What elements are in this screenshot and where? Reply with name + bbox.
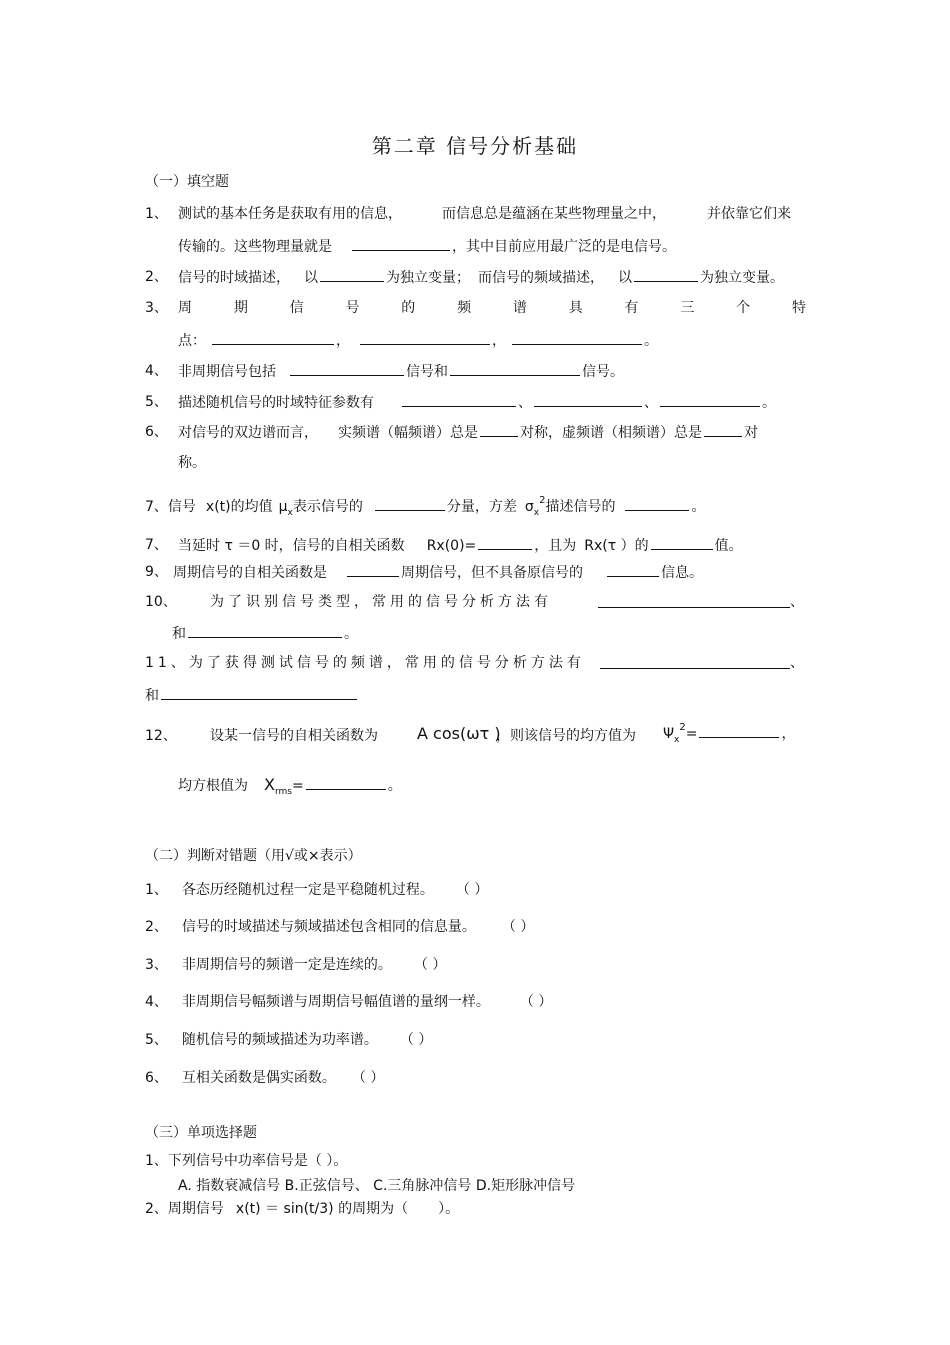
- q7-text-b: x(t)的均值: [205, 499, 273, 515]
- q5-text-a: 描述随机信号的时域特征参数有: [178, 395, 374, 411]
- q2-number: 2、: [145, 269, 168, 285]
- psi-symbol: Ψ: [663, 726, 675, 742]
- q6-text-a: 对信号的双边谱而言，: [178, 425, 318, 441]
- q3-char: 具: [568, 300, 583, 316]
- q7-text-a: 7、信号: [145, 499, 196, 515]
- judge-answer-paren[interactable]: （ ）: [455, 882, 489, 898]
- judge-text: 非周期信号幅频谱与周期信号幅值谱的量纲一样。: [181, 994, 490, 1010]
- q6-number: 6、: [145, 424, 168, 440]
- judge-number: 6、: [145, 1070, 168, 1086]
- q2-text-f: 为独立变量。: [700, 270, 784, 286]
- q3-sep: ，: [492, 333, 506, 349]
- q3-blank-2[interactable]: [360, 331, 490, 345]
- q7-blank-2[interactable]: [625, 497, 689, 511]
- q2-line: [178, 268, 784, 287]
- q9-text-b: 周期信号，但不具备原信号的: [401, 565, 583, 581]
- mu-symbol: μ: [278, 499, 288, 515]
- q3-char: 期: [233, 300, 248, 316]
- q3-number: 3、: [145, 300, 168, 316]
- q12-end2: 。: [387, 778, 402, 794]
- q3-char: 有: [624, 300, 639, 316]
- judge-item: [145, 881, 488, 899]
- q3-char: 信: [289, 300, 304, 316]
- q9-line: [173, 563, 703, 582]
- q6-text-f: 称。: [178, 455, 206, 471]
- sigma-superscript: 2: [539, 495, 546, 506]
- q4-blank-2[interactable]: [450, 362, 580, 376]
- q12-blank-2[interactable]: [306, 776, 386, 790]
- section-choice-heading: （三）单项选择题: [145, 1125, 257, 1141]
- q10-text-b: 和: [172, 626, 186, 642]
- q2-text-c: 为独立变量；: [386, 270, 470, 286]
- q10-end: 。: [344, 626, 358, 642]
- q3-line2: [178, 331, 658, 350]
- q2-blank-2[interactable]: [634, 268, 698, 282]
- choice-q1: 1、下列信号中功率信号是（ ）。: [145, 1153, 348, 1169]
- q3-char: 特: [791, 300, 806, 316]
- q7-text-d: 分量，方差: [446, 499, 517, 515]
- q12-text-a: 设某一信号的自相关函数为: [210, 728, 378, 744]
- judge-text: 信号的时域描述与频域描述包含相同的信息量。: [181, 919, 476, 935]
- q3-char: 频: [457, 300, 472, 316]
- q9-text-a: 周期信号的自相关函数是: [173, 565, 327, 581]
- q5-blank-3[interactable]: [660, 393, 760, 407]
- q2-blank-1[interactable]: [320, 268, 384, 282]
- judge-number: 1、: [145, 882, 168, 898]
- q6-text-d: 虚频谱（相频谱）总是: [562, 425, 702, 441]
- q3-sep: ，: [336, 333, 350, 349]
- q3-char: 三: [680, 300, 695, 316]
- q11-line2: [145, 686, 359, 705]
- q1-blank[interactable]: [352, 237, 450, 251]
- q11-blank-1[interactable]: [600, 655, 790, 669]
- judge-item: [145, 1069, 384, 1087]
- q12-end: ，: [781, 726, 796, 742]
- q8-blank-1[interactable]: [478, 536, 532, 550]
- q3-char: 个: [736, 300, 751, 316]
- q5-line: [178, 393, 776, 412]
- sigma-symbol: σ: [524, 499, 534, 515]
- q3-end: 。: [644, 333, 658, 349]
- q5-blank-1[interactable]: [402, 393, 516, 407]
- q3-char: 号: [345, 300, 360, 316]
- choice-q2-text-a: 2、周期信号: [145, 1201, 224, 1217]
- xrms-equals: =: [291, 778, 304, 794]
- q3-blank-3[interactable]: [512, 331, 642, 345]
- q3-blank-1[interactable]: [212, 331, 334, 345]
- psi-superscript: 2: [679, 722, 686, 733]
- q6-text-c: 对称，: [520, 425, 562, 441]
- q8-blank-2[interactable]: [651, 536, 713, 550]
- q3-text-b: 点：: [178, 333, 206, 349]
- judge-number: 2、: [145, 919, 168, 935]
- q12-text-c: 均方根值为: [178, 778, 248, 794]
- q6-line: [178, 423, 758, 442]
- psi-subscript: x: [674, 735, 680, 745]
- q3-char: 周: [178, 300, 192, 316]
- q1-line2: [178, 237, 676, 256]
- q2-text-d: 而信号的频域描述，: [478, 270, 604, 286]
- q1-text-d1: 传输的。这些物理量就是: [178, 239, 332, 255]
- q12-formula: A cos(ωτ ): [417, 724, 501, 743]
- q3-char: 谱: [512, 300, 527, 316]
- q8-text-a: 当延时 τ ＝0 时，信号的自相关函数: [178, 538, 405, 554]
- choice-q2: [145, 1200, 459, 1218]
- judge-answer-paren[interactable]: （ ）: [501, 919, 535, 935]
- q12-blank-1[interactable]: [699, 724, 779, 738]
- q9-number: 9、: [145, 564, 168, 580]
- q10-number: 10、: [145, 594, 177, 610]
- q9-blank-2[interactable]: [607, 563, 659, 577]
- psi-equals: =: [685, 726, 698, 742]
- q11-text-a: 11、为了获得测试信号的频谱，常用的信号分析方法有: [145, 655, 585, 671]
- q4-line: [178, 362, 624, 381]
- q10-text-a: 为了识别信号类型，常用的信号分析方法有: [210, 594, 552, 610]
- judge-item: [145, 993, 552, 1011]
- q1-text-c: 并依靠它们来: [707, 206, 791, 222]
- q9-blank-1[interactable]: [347, 563, 399, 577]
- q10-blank-1[interactable]: [598, 594, 790, 608]
- q4-blank-1[interactable]: [290, 362, 404, 376]
- q8-text-b: Rx(0)=: [426, 538, 477, 554]
- section-fill-heading: （一）填空题: [145, 174, 229, 190]
- q8-line: [178, 536, 743, 555]
- q6-text-e: 对: [744, 425, 758, 441]
- judge-number: 5、: [145, 1032, 168, 1048]
- q7-text-e: 描述信号的: [545, 499, 616, 515]
- xrms-subscript: rms: [274, 787, 292, 797]
- q12-text-b: ，则该信号的均方值为: [496, 728, 636, 744]
- q12-line2: [178, 776, 402, 797]
- judge-item: [145, 918, 534, 936]
- q10-blank-2[interactable]: [188, 624, 342, 638]
- choice-q2-text-c: ）。: [438, 1201, 460, 1217]
- judge-answer-paren[interactable]: （ ）: [413, 957, 447, 973]
- q6-blank-1[interactable]: [480, 423, 518, 437]
- q2-text-a: 信号的时域描述，: [178, 270, 290, 286]
- q12-number: 12、: [145, 728, 177, 744]
- chapter-title: 第二章 信号分析基础: [371, 134, 579, 158]
- q5-number: 5、: [145, 394, 168, 410]
- q10-line2: [172, 624, 358, 643]
- section-judge-heading: （二）判断对错题（用√或×表示）: [145, 848, 362, 864]
- q7-blank-1[interactable]: [375, 497, 445, 511]
- choice-q1-options[interactable]: A. 指数衰减信号 B.正弦信号、 C.三角脉冲信号 D.矩形脉冲信号: [178, 1178, 576, 1194]
- judge-item: [145, 956, 446, 974]
- q5-blank-2[interactable]: [534, 393, 642, 407]
- q3-spaced-text: [178, 299, 806, 317]
- judge-number: 3、: [145, 957, 168, 973]
- q11-text-b: 和: [145, 688, 159, 704]
- q4-number: 4、: [145, 363, 168, 379]
- q6-blank-2[interactable]: [704, 423, 742, 437]
- judge-answer-paren[interactable]: （ ）: [399, 1032, 433, 1048]
- q8-text-e: 值。: [714, 538, 743, 554]
- q2-text-b: 以: [304, 270, 318, 286]
- judge-answer-paren[interactable]: （ ）: [351, 1070, 385, 1086]
- judge-text: 互相关函数是偶实函数。: [181, 1070, 336, 1086]
- q11-sep: 、: [790, 655, 804, 671]
- q5-end: 。: [762, 395, 776, 411]
- q8-text-c: ，且为: [534, 538, 577, 554]
- judge-text: 各态历经随机过程一定是平稳随机过程。: [181, 882, 434, 898]
- xrms-symbol: X: [264, 775, 275, 794]
- q5-sep: 、: [644, 395, 658, 411]
- judge-item: [145, 1031, 432, 1049]
- q1-text-d2: ，其中目前应用最广泛的是电信号。: [452, 239, 676, 255]
- q4-text-a: 非周期信号包括: [178, 364, 276, 380]
- q10-sep: 、: [790, 594, 804, 610]
- q7-line: [145, 497, 705, 518]
- q1-text-a: 测试的基本任务是获取有用的信息，: [178, 206, 402, 222]
- judge-text: 随机信号的频域描述为功率谱。: [181, 1032, 378, 1048]
- q6-text-b: 实频谱（幅频谱）总是: [338, 425, 478, 441]
- q7-text-c: 表示信号的: [292, 499, 363, 515]
- q5-sep: 、: [518, 395, 532, 411]
- q12-psi-group: [663, 724, 795, 745]
- q3-char: 的: [401, 300, 416, 316]
- judge-number: 4、: [145, 994, 168, 1010]
- mu-subscript: x: [287, 508, 293, 518]
- judge-answer-paren[interactable]: （ ）: [519, 994, 553, 1010]
- choice-q2-text-b: x(t) ＝ sin(t/3) 的周期为（: [235, 1201, 409, 1217]
- q4-text-c: 信号。: [582, 364, 624, 380]
- q11-blank-2[interactable]: [161, 686, 357, 700]
- q1-number: 1、: [145, 206, 168, 222]
- q8-number: 7、: [145, 537, 168, 553]
- judge-text: 非周期信号的频谱一定是连续的。: [181, 957, 392, 973]
- q8-text-d: Rx(τ ）的: [584, 538, 649, 554]
- q7-end: 。: [691, 499, 706, 515]
- sigma-subscript: x: [533, 508, 540, 518]
- q4-text-b: 信号和: [406, 364, 448, 380]
- q2-text-e: 以: [618, 270, 632, 286]
- q1-text-b: 而信息总是蕴涵在某些物理量之中，: [442, 206, 666, 222]
- q9-text-c: 信息。: [661, 565, 703, 581]
